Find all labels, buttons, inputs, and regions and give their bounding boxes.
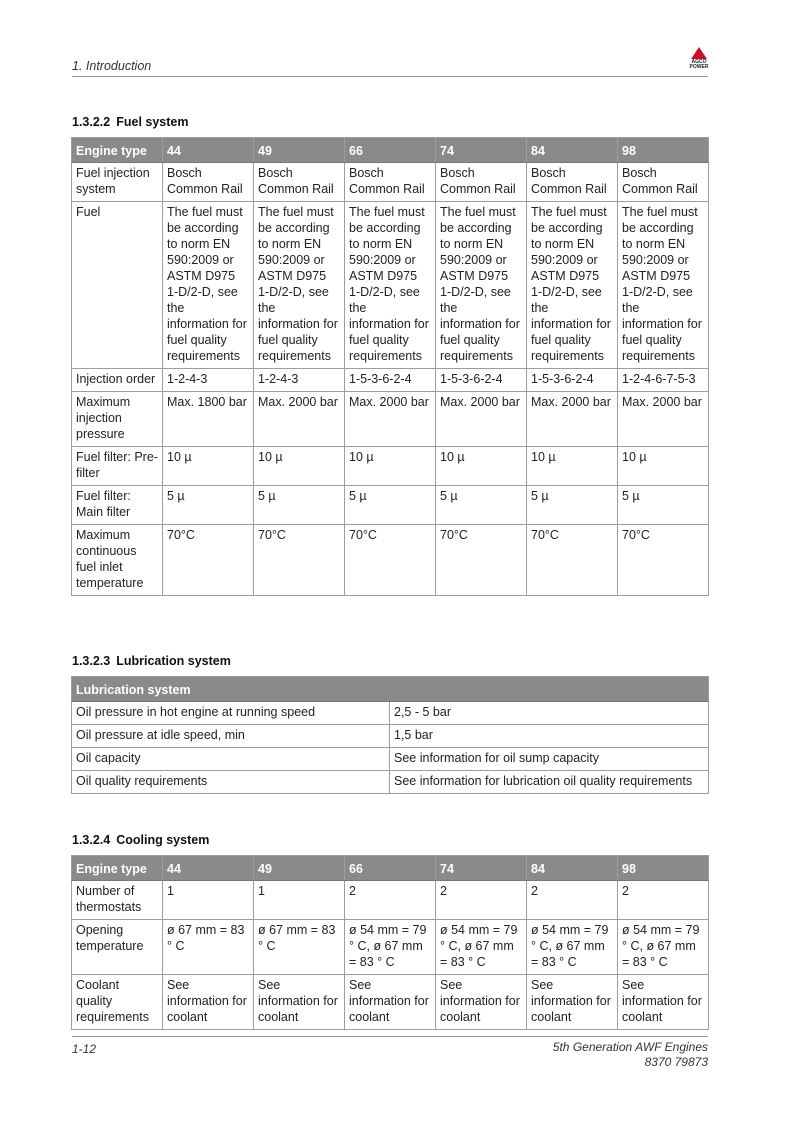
lubrication-system-number: 1.3.2.3 <box>72 654 111 668</box>
lubrication-system-table <box>71 676 709 794</box>
table-cell: 1,5 bar <box>390 725 709 748</box>
table-row <box>72 975 709 1030</box>
fuel-system-title: Fuel system <box>116 115 189 129</box>
table-header-cell: 44 <box>163 856 254 881</box>
table-cell: Bosch Common Rail <box>618 163 709 202</box>
table-cell: 1-2-4-6-7-5-3 <box>618 369 709 392</box>
table-cell: 70°C <box>345 525 436 596</box>
table-cell: See information for coolant <box>527 975 618 1030</box>
table-row <box>72 369 709 392</box>
page-number: 1-12 <box>72 1042 97 1056</box>
row-label-cell: Maximum injection pressure <box>72 392 163 447</box>
row-label-cell: Maximum continuous fuel inlet temperature <box>72 525 163 596</box>
table-cell: 10 µ <box>163 447 254 486</box>
table-row <box>72 163 709 202</box>
table-cell: 70°C <box>618 525 709 596</box>
table-cell: See information for coolant <box>254 975 345 1030</box>
row-label-cell: Fuel injection system <box>72 163 163 202</box>
table-cell: 10 µ <box>618 447 709 486</box>
table-row <box>72 702 709 725</box>
cooling-system-heading <box>72 833 209 847</box>
table-header-cell: 84 <box>527 856 618 881</box>
table-cell: See information for coolant <box>618 975 709 1030</box>
table-cell: The fuel must be according to norm EN 590:2009 or ASTM D975 1-D/2-D, see the information for fuel quality requirements <box>618 202 709 369</box>
table-cell: 1-5-3-6-2-4 <box>345 369 436 392</box>
table-cell: 70°C <box>254 525 345 596</box>
cooling-system-table <box>71 855 709 1030</box>
table-cell: 1-5-3-6-2-4 <box>436 369 527 392</box>
table-cell: See information for coolant <box>436 975 527 1030</box>
row-label-cell: Fuel filter: Pre-filter <box>72 447 163 486</box>
table-cell: 1-2-4-3 <box>254 369 345 392</box>
row-label-cell: Oil capacity <box>72 748 390 771</box>
row-label-cell: Oil pressure at idle speed, min <box>72 725 390 748</box>
lubrication-table-header: Lubrication system <box>72 677 709 702</box>
table-cell: 70°C <box>163 525 254 596</box>
table-header-cell: 98 <box>618 138 709 163</box>
table-cell: Bosch Common Rail <box>254 163 345 202</box>
table-cell: See information for coolant <box>163 975 254 1030</box>
table-header-cell: Engine type <box>72 856 163 881</box>
table-cell: 5 µ <box>618 486 709 525</box>
cooling-system-number: 1.3.2.4 <box>72 833 111 847</box>
table-header-row <box>72 677 709 702</box>
table-row <box>72 748 709 771</box>
table-cell: 2 <box>527 881 618 920</box>
table-cell: Max. 2000 bar <box>254 392 345 447</box>
logo-triangle-icon <box>691 47 707 59</box>
table-cell: Bosch Common Rail <box>163 163 254 202</box>
agco-power-logo <box>687 46 711 74</box>
table-header-row <box>72 856 709 881</box>
table-cell: See information for oil sump capacity <box>390 748 709 771</box>
row-label-cell: Fuel <box>72 202 163 369</box>
table-header-cell: 84 <box>527 138 618 163</box>
table-cell: ø 54 mm = 79 ° C, ø 67 mm = 83 ° C <box>345 920 436 975</box>
fuel-system-table <box>71 137 709 596</box>
table-cell: 2,5 - 5 bar <box>390 702 709 725</box>
lubrication-system-heading <box>72 654 231 668</box>
table-header-cell: 49 <box>254 138 345 163</box>
row-label-cell: Coolant quality requirements <box>72 975 163 1030</box>
table-cell: 2 <box>436 881 527 920</box>
header-divider <box>72 76 708 77</box>
table-cell: 5 µ <box>163 486 254 525</box>
table-header-row <box>72 138 709 163</box>
table-cell: 5 µ <box>254 486 345 525</box>
table-cell: Max. 2000 bar <box>618 392 709 447</box>
table-header-cell: 44 <box>163 138 254 163</box>
table-cell: 2 <box>345 881 436 920</box>
row-label-cell: Fuel filter: Main filter <box>72 486 163 525</box>
table-cell: See information for lubrication oil quality requirements <box>390 771 709 794</box>
row-label-cell: Number of thermostats <box>72 881 163 920</box>
table-cell: See information for coolant <box>345 975 436 1030</box>
table-cell: The fuel must be according to norm EN 590:2009 or ASTM D975 1-D/2-D, see the information for fuel quality requirements <box>254 202 345 369</box>
table-cell: 10 µ <box>436 447 527 486</box>
row-label-cell: Injection order <box>72 369 163 392</box>
table-header-cell: 49 <box>254 856 345 881</box>
table-cell: ø 54 mm = 79 ° C, ø 67 mm = 83 ° C <box>618 920 709 975</box>
table-cell: 70°C <box>436 525 527 596</box>
table-row <box>72 486 709 525</box>
table-cell: Max. 1800 bar <box>163 392 254 447</box>
logo-text-power: POWER <box>689 64 709 70</box>
table-cell: Bosch Common Rail <box>436 163 527 202</box>
cooling-system-title: Cooling system <box>116 833 210 847</box>
table-header-cell: Engine type <box>72 138 163 163</box>
table-row <box>72 771 709 794</box>
table-cell: ø 54 mm = 79 ° C, ø 67 mm = 83 ° C <box>527 920 618 975</box>
table-header-cell: 98 <box>618 856 709 881</box>
table-row <box>72 202 709 369</box>
table-header-cell: 66 <box>345 138 436 163</box>
table-cell: The fuel must be according to norm EN 590:2009 or ASTM D975 1-D/2-D, see the information for fuel quality requirements <box>436 202 527 369</box>
table-cell: Max. 2000 bar <box>345 392 436 447</box>
table-cell: 5 µ <box>527 486 618 525</box>
table-cell: The fuel must be according to norm EN 590:2009 or ASTM D975 1-D/2-D, see the information for fuel quality requirements <box>527 202 618 369</box>
table-cell: 10 µ <box>345 447 436 486</box>
row-label-cell: Opening temperature <box>72 920 163 975</box>
table-row <box>72 725 709 748</box>
table-cell: Bosch Common Rail <box>527 163 618 202</box>
table-row <box>72 881 709 920</box>
footer-title: 5th Generation AWF Engines <box>552 1040 708 1054</box>
row-label-cell: Oil quality requirements <box>72 771 390 794</box>
table-cell: 10 µ <box>527 447 618 486</box>
table-cell: 1 <box>163 881 254 920</box>
table-cell: 1-5-3-6-2-4 <box>527 369 618 392</box>
table-cell: 5 µ <box>345 486 436 525</box>
table-cell: ø 67 mm = 83 ° C <box>254 920 345 975</box>
table-row <box>72 447 709 486</box>
table-cell: Max. 2000 bar <box>436 392 527 447</box>
table-cell: Max. 2000 bar <box>527 392 618 447</box>
table-row <box>72 392 709 447</box>
table-cell: 5 µ <box>436 486 527 525</box>
fuel-system-heading <box>72 115 189 129</box>
lubrication-system-title: Lubrication system <box>116 654 231 668</box>
table-header-cell: 74 <box>436 856 527 881</box>
table-cell: ø 67 mm = 83 ° C <box>163 920 254 975</box>
table-cell: 1 <box>254 881 345 920</box>
table-header-cell: 74 <box>436 138 527 163</box>
row-label-cell: Oil pressure in hot engine at running speed <box>72 702 390 725</box>
table-cell: 70°C <box>527 525 618 596</box>
table-cell: The fuel must be according to norm EN 590:2009 or ASTM D975 1-D/2-D, see the information for fuel quality requirements <box>163 202 254 369</box>
section-header: 1. Introduction <box>72 59 152 73</box>
table-cell: 2 <box>618 881 709 920</box>
logo-text-agco: AGCO <box>691 59 707 65</box>
footer-divider <box>72 1036 708 1037</box>
footer-document-info <box>553 1040 708 1070</box>
fuel-system-number: 1.3.2.2 <box>72 115 111 129</box>
table-cell: Bosch Common Rail <box>345 163 436 202</box>
table-cell: 10 µ <box>254 447 345 486</box>
table-row <box>72 525 709 596</box>
table-row <box>72 920 709 975</box>
table-header-cell: 66 <box>345 856 436 881</box>
footer-doc-number: 8370 79873 <box>644 1055 708 1069</box>
table-cell: The fuel must be according to norm EN 590:2009 or ASTM D975 1-D/2-D, see the information for fuel quality requirements <box>345 202 436 369</box>
table-cell: 1-2-4-3 <box>163 369 254 392</box>
table-cell: ø 54 mm = 79 ° C, ø 67 mm = 83 ° C <box>436 920 527 975</box>
